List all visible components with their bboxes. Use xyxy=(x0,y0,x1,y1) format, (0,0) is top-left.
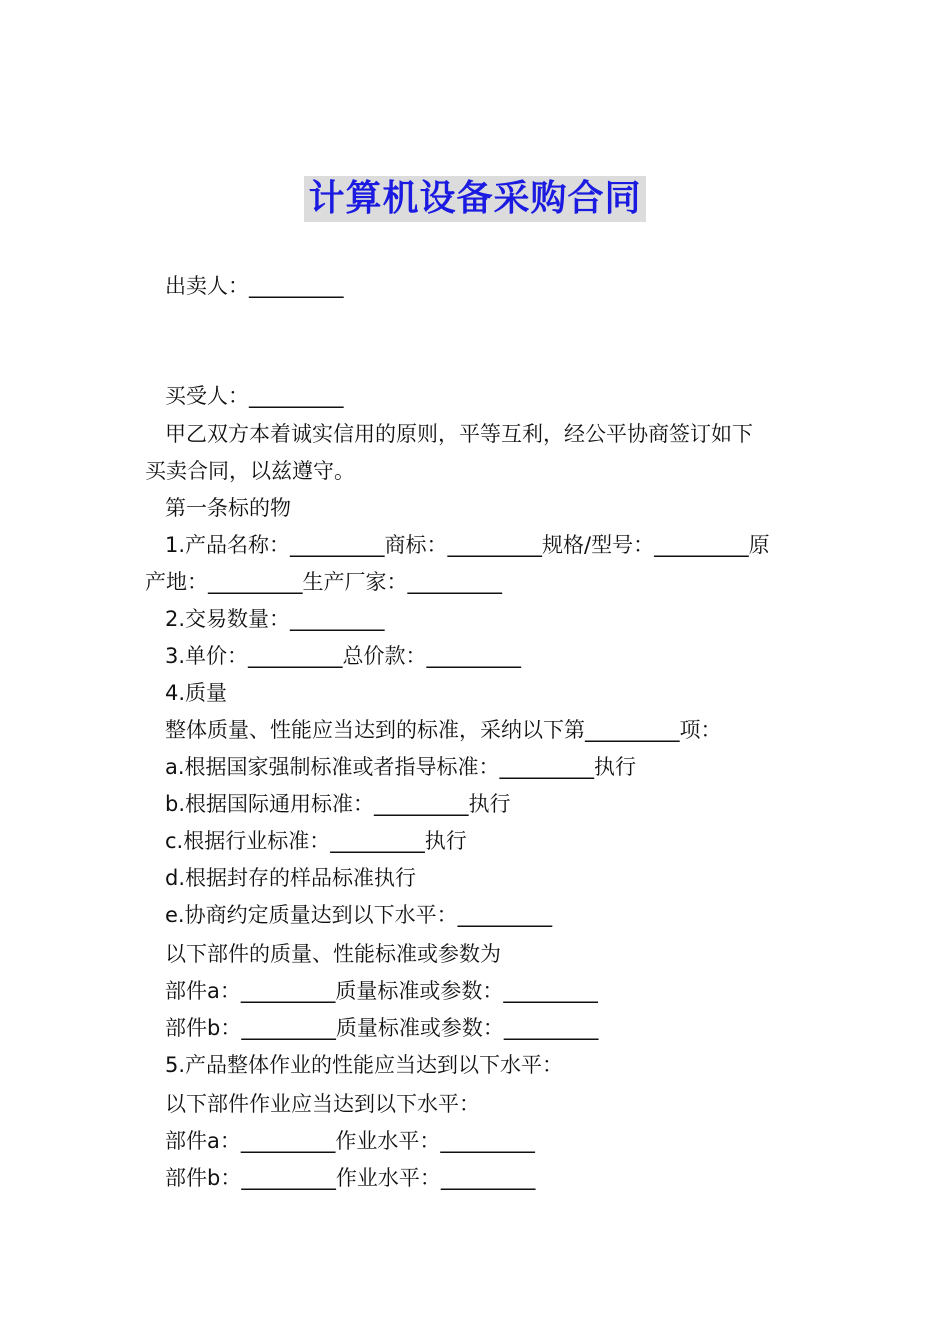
article-1-heading: 第一条标的物 xyxy=(165,496,291,520)
origin-line: 产地：_________生产厂家：_________ xyxy=(145,570,502,594)
seller-line: 出卖人：_________ xyxy=(165,274,344,298)
document-title: 计算机设备采购合同 xyxy=(304,176,645,222)
option-d-line: d.根据封存的样品标准执行 xyxy=(165,866,417,890)
performance-heading: 5.产品整体作业的性能应当达到以下水平： xyxy=(165,1053,564,1077)
part-a-quality-line: 部件a：_________质量标准或参数：_________ xyxy=(165,979,598,1003)
quantity-line: 2.交易数量：_________ xyxy=(165,607,385,631)
title-container xyxy=(0,176,950,222)
part-b-performance-line: 部件b：_________作业水平：_________ xyxy=(165,1166,536,1190)
quality-heading: 4.质量 xyxy=(165,681,228,705)
buyer-line: 买受人：_________ xyxy=(165,384,344,408)
preamble-line-1: 甲乙双方本着诚实信用的原则，平等互利，经公平协商签订如下 xyxy=(165,422,753,446)
option-e-line: e.协商约定质量达到以下水平：_________ xyxy=(165,903,553,927)
part-a-performance-line: 部件a：_________作业水平：_________ xyxy=(165,1129,535,1153)
option-b-line: b.根据国际通用标准：_________执行 xyxy=(165,792,511,816)
preamble-line-2: 买卖合同，以兹遵守。 xyxy=(145,459,355,483)
quality-standard-line: 整体质量、性能应当达到的标准，采纳以下第_________项： xyxy=(165,718,722,742)
option-c-line: c.根据行业标准：_________执行 xyxy=(165,829,467,853)
part-b-quality-line: 部件b：_________质量标准或参数：_________ xyxy=(165,1016,599,1040)
price-line: 3.单价：_________总价款：_________ xyxy=(165,644,522,668)
parts-performance-heading: 以下部件作业应当达到以下水平： xyxy=(165,1092,480,1116)
parts-quality-heading: 以下部件的质量、性能标准或参数为 xyxy=(165,942,501,966)
product-name-line: 1.产品名称：_________商标：_________规格/型号：_________原 xyxy=(165,533,770,557)
option-a-line: a.根据国家强制标准或者指导标准：_________执行 xyxy=(165,755,637,779)
